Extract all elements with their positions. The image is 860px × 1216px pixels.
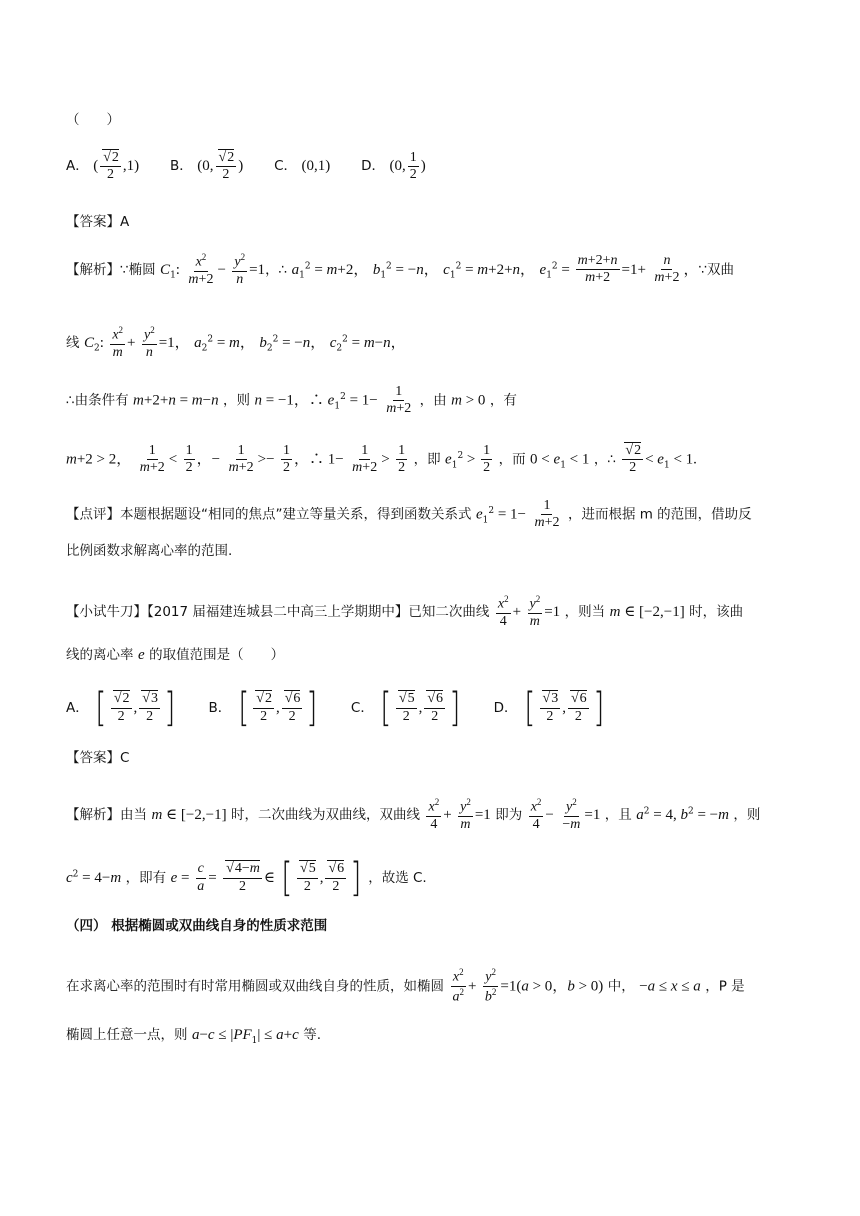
- q1-review-line2: 比例函数求解离心率的范围.: [66, 543, 233, 559]
- option-a-label: A．: [66, 158, 89, 175]
- q1-analysis-line2: 线 $C_2$: $\frac{x^2}{m}$ + $\frac{y^2}{n}$ =1， $a_2^2 = m$， $b_2^2 = -n$， $c_2^2 = m-n$，: [66, 325, 406, 360]
- q2-answer: 【答案】C: [66, 750, 130, 766]
- option-d-value: (0, $\frac{1}{2}$ ): [389, 150, 426, 183]
- option-a-value: ( √ $\frac{2}{2}$ ,1): [93, 158, 139, 174]
- q1-analysis-line3: ∴由条件有 m+2+n = m−n ，则 n = −1，∴ $e_1^2 = 1-$ $\frac{1}{m+2}$ ，由 m > 0 ，有: [66, 384, 517, 417]
- q2-analysis-line1: 【解析】由当 m ∈ [−2,−1] 时，二次曲线为双曲线，双曲线 $\frac{x^2}{4}$ + $\frac{y^2}{m}$ =1 即为 $\frac{x^2}{4}$ − $\frac{y^2}{-m}$ =1 ，且 $a^2 = 4$, $b^2 = -m$ ，则: [66, 797, 761, 832]
- section-para-line2: 椭圆上任意一点，则 $a-c \le |PF_1| \le a+c$ 等.: [66, 1027, 322, 1046]
- option-b-label: B．: [170, 158, 193, 175]
- q2-option-d-label: D．: [493, 700, 518, 716]
- q2-option-c-label: C．: [350, 700, 374, 716]
- section-para-line1: 在求离心率的范围时有时常用椭圆或双曲线自身的性质，如椭圆 $\frac{x^2}{a^2}$ + $\frac{y^2}{b^2}$ =1(a > 0，b > 0) 中， −a ≤ x ≤ a ，P 是: [66, 967, 745, 1005]
- answer-paren: （ ）: [66, 112, 120, 128]
- option-c-value: (0,1): [301, 158, 331, 175]
- q2-stem-line2: 线的离心率 e 的取值范围是（ ）: [66, 647, 285, 663]
- q1-options: [66, 150, 820, 183]
- option-d-label: D．: [361, 158, 386, 175]
- q1-analysis-line1: 【解析】∵椭圆 $C_1$: $\frac{x^2}{m+2}$ − $\frac{y^2}{n}$ =1，∴ $a_1^2 = m+2$， $b_1^2 = -n$， $c_1^2 = m+2+n$， $e_1^2$ = $\frac{m+2+n}{m+2}$ =1+ $\frac{n}{m+2}$ ，∵双曲: [66, 252, 735, 287]
- option-b-value: (0, √ $\frac{2}{2}$ ): [197, 158, 243, 174]
- option-c-label: C．: [274, 158, 298, 175]
- q2-stem-line1: 【小试牛刀】【2017 届福建连城县二中高三上学期期中】已知二次曲线 $\frac{x^2}{4}$ + $\frac{y^2}{m}$ =1 ，则当 m ∈ [−2,−1] 时，该曲: [66, 594, 744, 629]
- q1-review-line1: 【点评】本题根据题设“相同的焦点”建立等量关系，得到函数关系式 $e_1^2 = 1-$ $\frac{1}{m+2}$ ，进而根据 m 的范围，借助反: [66, 498, 752, 531]
- q2-option-a-label: A．: [66, 700, 89, 716]
- q1-analysis-line4: m+2 > 2， $\frac{1}{m+2}$ < $\frac{1}{2}$ ，− $\frac{1}{m+2}$ >− $\frac{1}{2}$ ，∴ 1− $\frac{1}{m+2}$ > $\frac{1}{2}$ ，即 $e_1^2$ > $\frac{1}{2}$ ，而 $0 < e_1 < 1$ ，∴ √ $\frac{2}{2}$ < $e_1 < 1$.: [66, 443, 820, 476]
- q2-option-b-label: B．: [208, 700, 232, 716]
- section-heading: （四） 根据椭圆或双曲线自身的性质求范围: [66, 918, 328, 934]
- q1-answer: 【答案】A: [66, 214, 130, 230]
- q2-options: A． [ √ $\frac{2}{2}$ , √ $\frac{3}{2}$ ] B． [ √ $\frac{2}{2}$ , √ $\frac{6}{2}$ ] C． [ √ $\frac{5}{2}$ , √ $\frac{6}{2}$ ] D． [ √ $\frac{3}{2}$ , √ $\frac{6}{2}$ ]: [66, 688, 820, 728]
- q2-analysis-line2: $c^2 = 4-m$ ，即有 e = $\frac{c}{a}$ = √ $\frac{4-m}{2}$ ∈ [ √ $\frac{5}{2}$ , √ $\frac{6}{2}$ ] ，故选 C.: [66, 858, 820, 898]
